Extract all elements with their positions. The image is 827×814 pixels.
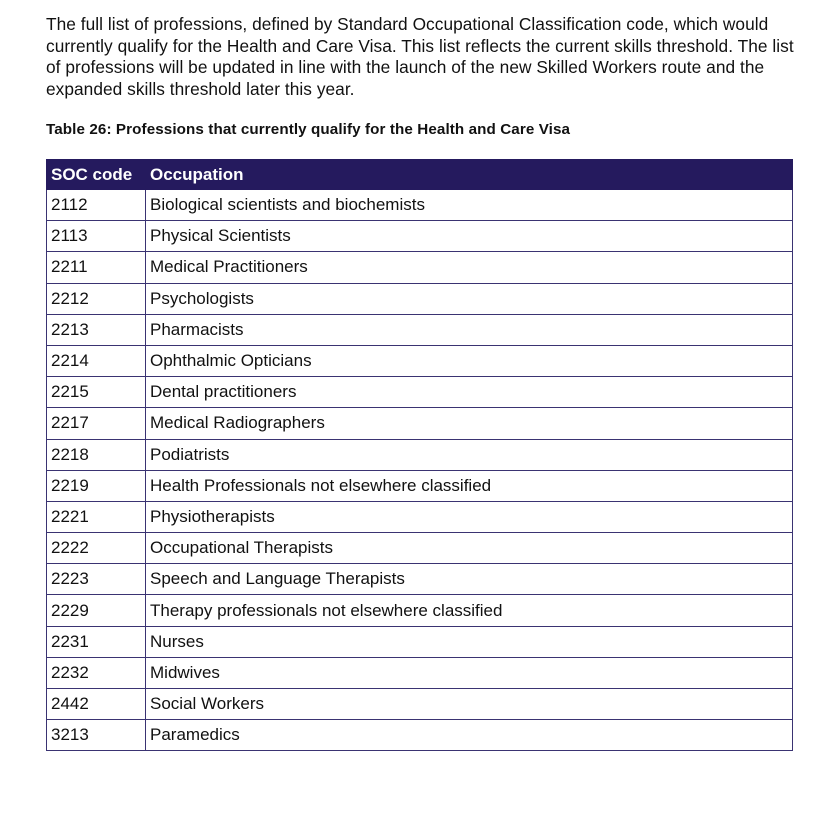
table-row: [47, 626, 793, 657]
soc-code-cell: 2232: [47, 657, 146, 688]
table-header-row: [47, 160, 793, 190]
table-row: [47, 720, 793, 751]
soc-code-cell: 3213: [47, 720, 146, 751]
table-caption: Table 26: Professions that currently qualify for the Health and Care Visa: [46, 121, 571, 138]
soc-code-cell: 2212: [47, 283, 146, 314]
occupation-cell: Health Professionals not elsewhere classified: [146, 470, 793, 501]
soc-code-cell: 2213: [47, 314, 146, 345]
table-row: [47, 377, 793, 408]
soc-code-cell: 2219: [47, 470, 146, 501]
table-row: [47, 221, 793, 252]
occupation-cell: Pharmacists: [146, 314, 793, 345]
header-occupation: Occupation: [146, 160, 793, 190]
table-row: [47, 439, 793, 470]
soc-code-cell: 2113: [47, 221, 146, 252]
occupation-cell: Psychologists: [146, 283, 793, 314]
occupation-cell: Biological scientists and biochemists: [146, 190, 793, 221]
occupation-cell: Physical Scientists: [146, 221, 793, 252]
soc-code-cell: 2229: [47, 595, 146, 626]
occupation-cell: Paramedics: [146, 720, 793, 751]
table-row: [47, 470, 793, 501]
occupation-cell: Therapy professionals not elsewhere classified: [146, 595, 793, 626]
soc-code-cell: 2112: [47, 190, 146, 221]
occupation-cell: Speech and Language Therapists: [146, 564, 793, 595]
occupation-cell: Social Workers: [146, 689, 793, 720]
soc-code-cell: 2442: [47, 689, 146, 720]
occupation-cell: Dental practitioners: [146, 377, 793, 408]
occupation-cell: Podiatrists: [146, 439, 793, 470]
table-row: [47, 408, 793, 439]
soc-code-cell: 2214: [47, 345, 146, 376]
soc-code-cell: 2222: [47, 533, 146, 564]
header-soc-code: SOC code: [47, 160, 146, 190]
soc-code-cell: 2211: [47, 252, 146, 283]
soc-code-cell: 2223: [47, 564, 146, 595]
table-row: [47, 533, 793, 564]
occupation-cell: Nurses: [146, 626, 793, 657]
occupation-cell: Medical Practitioners: [146, 252, 793, 283]
soc-code-cell: 2218: [47, 439, 146, 470]
occupation-cell: Ophthalmic Opticians: [146, 345, 793, 376]
table-row: [47, 595, 793, 626]
table-row: [47, 657, 793, 688]
table-row: [47, 564, 793, 595]
occupation-cell: Occupational Therapists: [146, 533, 793, 564]
soc-code-cell: 2215: [47, 377, 146, 408]
soc-code-cell: 2221: [47, 501, 146, 532]
table-row: [47, 501, 793, 532]
soc-code-cell: 2217: [47, 408, 146, 439]
table-row: [47, 314, 793, 345]
table-row: [47, 345, 793, 376]
intro-paragraph: The full list of professions, defined by Standard Occupational Classification code, which would currently qualify for the Health and Care Visa. This list reflects the current skills threshold. The list of professions will be updated in line with the launch of the new Skilled Workers route and the expanded skills threshold later this year.: [46, 14, 794, 99]
table-body: [47, 190, 793, 751]
table-row: [47, 190, 793, 221]
table-row: [47, 689, 793, 720]
occupation-cell: Midwives: [146, 657, 793, 688]
occupation-cell: Physiotherapists: [146, 501, 793, 532]
professions-table: [46, 159, 793, 751]
table-row: [47, 283, 793, 314]
occupation-cell: Medical Radiographers: [146, 408, 793, 439]
soc-code-cell: 2231: [47, 626, 146, 657]
table-row: [47, 252, 793, 283]
